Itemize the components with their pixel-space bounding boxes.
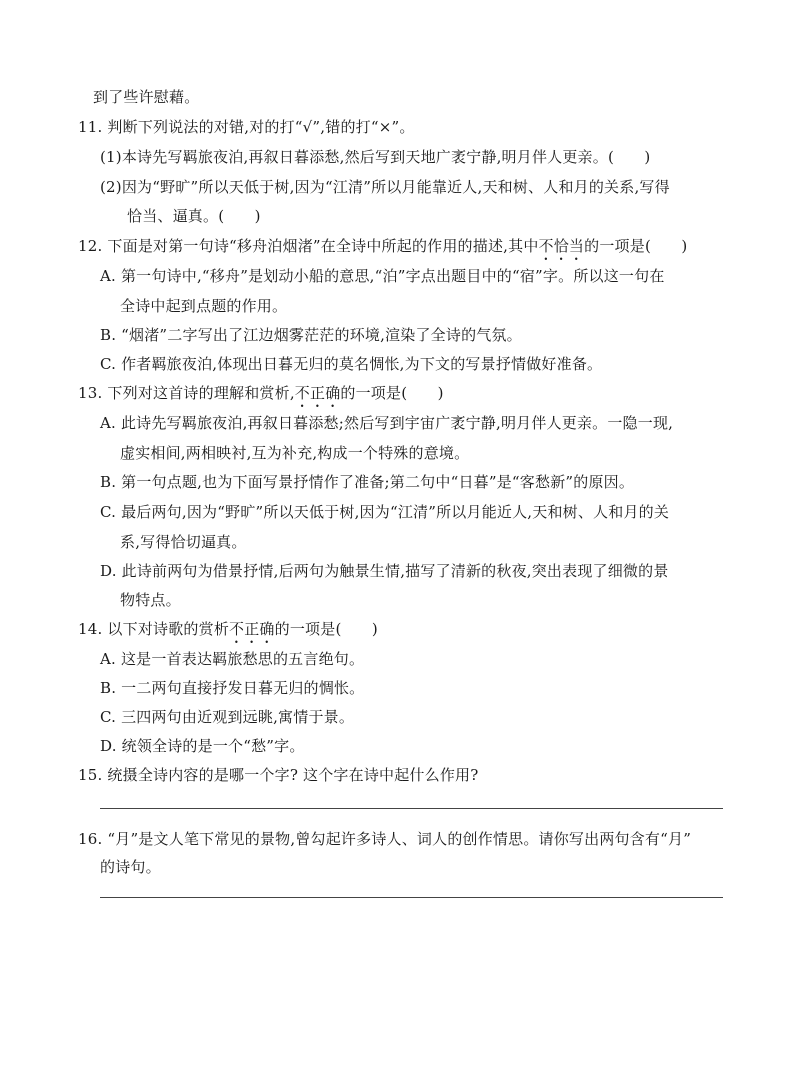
- q13-option-d-line-1: D. 此诗前两句为借景抒情,后两句为触景生情,描写了清新的秋夜,突出表现了细微的景: [100, 562, 669, 580]
- q15-stem: 15. 统摄全诗内容的是哪一个字? 这个字在诗中起什么作用?: [78, 766, 479, 784]
- q16-stem-line-2: 的诗句。: [100, 858, 161, 876]
- q12-option-a-line-1: A. 第一句诗中,“移舟”是划动小船的意思,“泊”字点出题目中的“宿”字。所以这一句在: [100, 267, 665, 285]
- q13-option-d-line-2: 物特点。: [120, 591, 181, 609]
- q12-option-b: B. “烟渚”二字写出了江边烟雾茫茫的环境,渲染了全诗的气氛。: [100, 326, 522, 344]
- q13-option-b: B. 第一句点题,也为下面写景抒情作了准备;第二句中“日暮”是“客愁新”的原因。: [100, 473, 635, 491]
- q12-option-c: C. 作者羁旅夜泊,体现出日暮无归的莫名惆怅,为下文的写景抒情做好准备。: [100, 355, 603, 373]
- q16-answer-line[interactable]: [100, 897, 723, 898]
- q13-option-a-line-1: A. 此诗先写羁旅夜泊,再叙日暮添愁;然后写到宇宙广袤宁静,明月伴人更亲。一隐一现,: [100, 414, 674, 432]
- emphasis-not-appropriate: 不恰当: [538, 237, 585, 255]
- q13-stem: 13. 下列对这首诗的理解和赏析,不正确的一项是( ): [78, 384, 444, 402]
- q14-option-b: B. 一二两句直接抒发日暮无归的惆怅。: [100, 679, 365, 697]
- q13-option-c-line-1: C. 最后两句,因为“野旷”所以天低于树,因为“江清”所以月能近人,天和树、人和月的关: [100, 503, 670, 521]
- q12-stem: 12. 下面是对第一句诗“移舟泊烟渚”在全诗中所起的作用的描述,其中不恰当的一项是( ): [78, 237, 688, 255]
- emphasis-not-correct: 不正确: [229, 620, 275, 638]
- continued-line: 到了些许慰藉。: [93, 88, 200, 106]
- q14-option-d: D. 统领全诗的是一个“愁”字。: [100, 737, 305, 755]
- emphasis-not-correct: 不正确: [294, 384, 341, 402]
- q14-option-a: A. 这是一首表达羁旅愁思的五言绝句。: [100, 650, 365, 668]
- q14-option-c: C. 三四两句由近观到远眺,寓情于景。: [100, 708, 355, 726]
- q16-stem-line-1: 16. “月”是文人笔下常见的景物,曾勾起许多诗人、词人的创作情思。请你写出两句含有“月”: [78, 830, 692, 848]
- q12-option-a-line-2: 全诗中起到点题的作用。: [120, 297, 288, 315]
- q11-item-2-line-2: 恰当、逼真。( ): [127, 207, 261, 225]
- q11-item-2-line-1: (2)因为“野旷”所以天低于树,因为“江清”所以月能靠近人,天和树、人和月的关系,写得: [100, 178, 670, 196]
- q11-stem: 11. 判断下列说法的对错,对的打“√”,错的打“×”。: [78, 118, 415, 136]
- q13-option-c-line-2: 系,写得恰切逼真。: [120, 533, 247, 551]
- q13-option-a-line-2: 虚实相间,两相映衬,互为补充,构成一个特殊的意境。: [120, 444, 470, 462]
- q11-item-1: (1)本诗先写羁旅夜泊,再叙日暮添愁,然后写到天地广袤宁静,明月伴人更亲。( ): [100, 148, 651, 166]
- q15-answer-line[interactable]: [100, 808, 723, 809]
- q14-stem: 14. 以下对诗歌的赏析不正确的一项是( ): [78, 620, 378, 638]
